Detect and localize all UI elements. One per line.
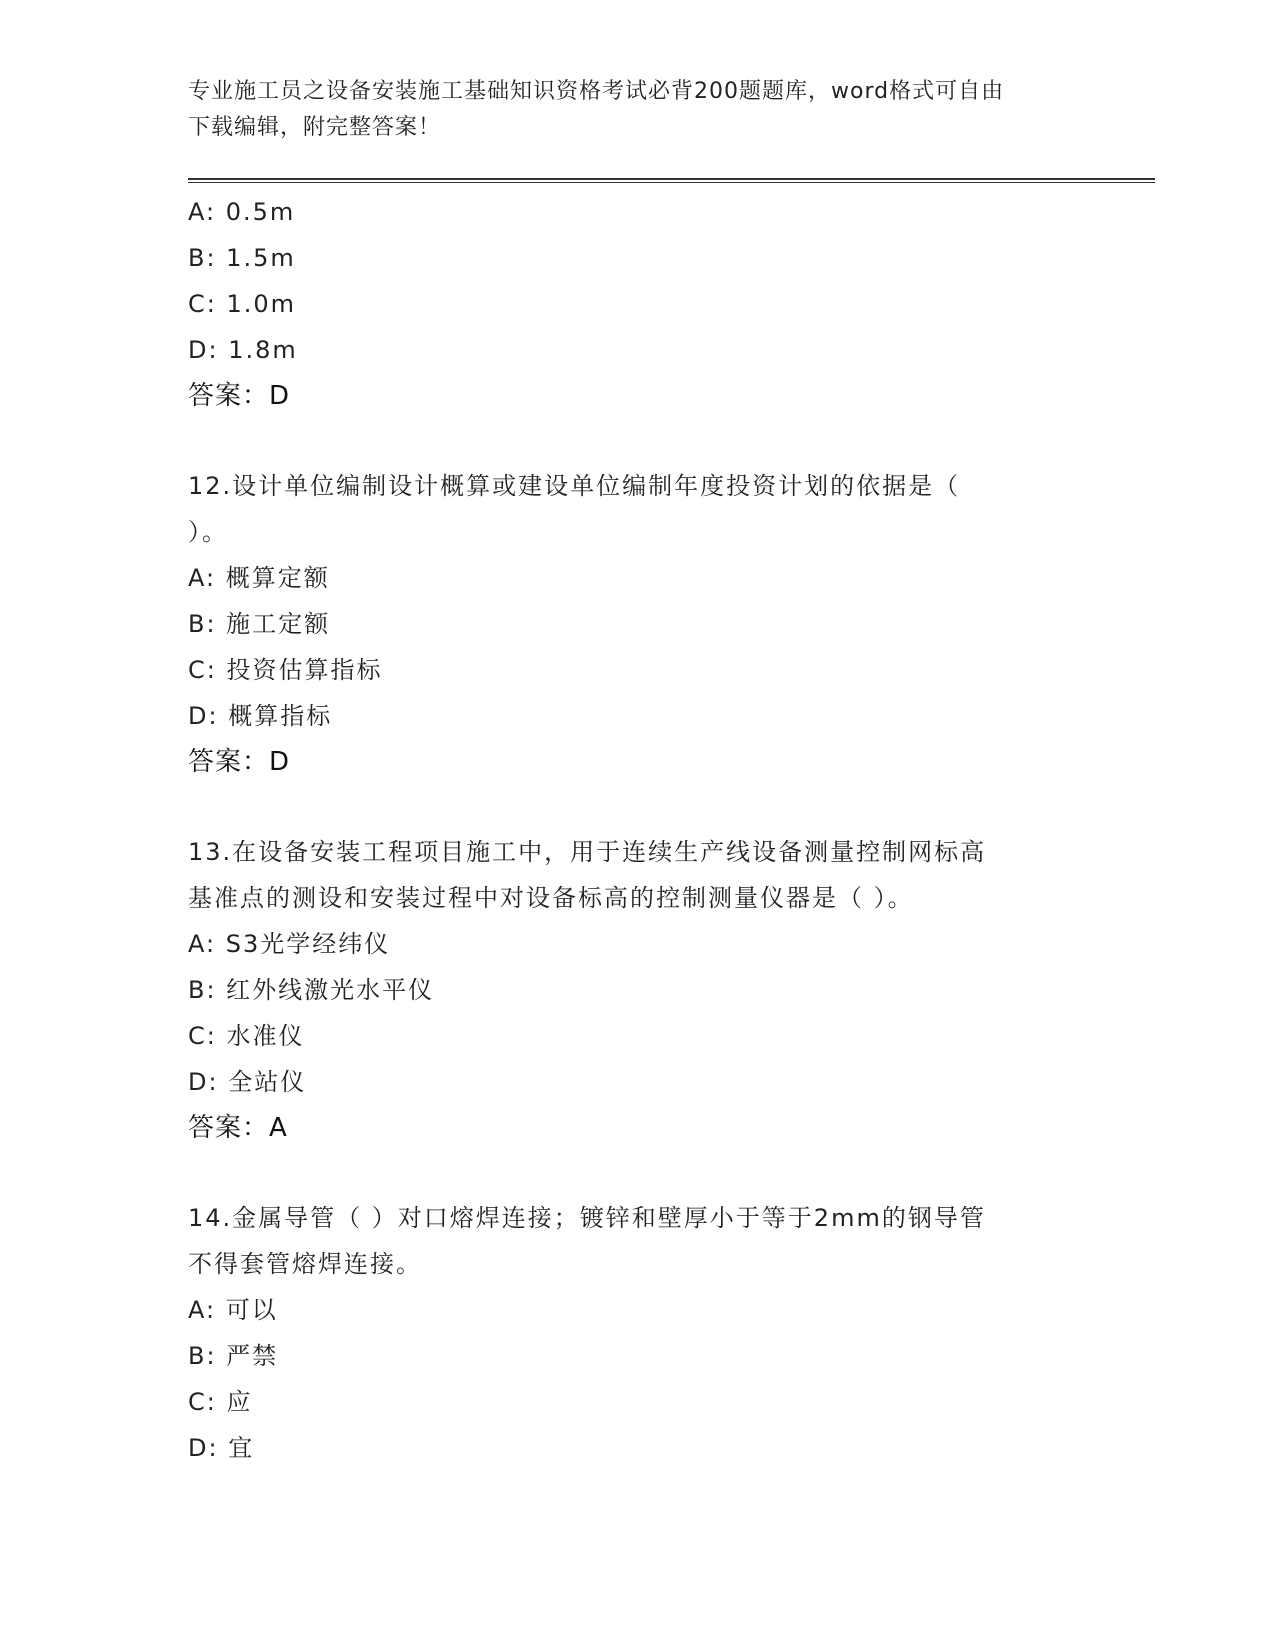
header-line-2: 下载编辑，附完整答案！ xyxy=(188,115,442,140)
question-14-block xyxy=(188,1195,1088,1471)
option-d: D: 全站仪 xyxy=(188,1068,307,1096)
question-13-block xyxy=(188,829,1088,1151)
option-b: B: 1.5m xyxy=(188,244,296,272)
spacer xyxy=(188,419,1088,463)
question-text-line-1: 13.在设备安装工程项目施工中，用于连续生产线设备测量控制网标高 xyxy=(188,838,987,866)
option-a: A: S3光学经纬仪 xyxy=(188,930,391,958)
option-b: B: 红外线激光水平仪 xyxy=(188,976,435,1004)
answer-label: 答案：D xyxy=(188,747,291,777)
question-12-block xyxy=(188,463,1088,785)
option-d: D: 宜 xyxy=(188,1434,255,1462)
question-text-line-2: 不得套管熔焊连接。 xyxy=(188,1250,422,1278)
option-c: C: 1.0m xyxy=(188,290,297,318)
question-text-line-2: 基准点的测设和安装过程中对设备标高的控制测量仪器是（ ）。 xyxy=(188,884,914,912)
header-divider xyxy=(188,178,1155,183)
question-11-block xyxy=(188,189,1088,419)
option-a: A: 0.5m xyxy=(188,198,296,226)
answer-label: 答案：A xyxy=(188,1113,288,1143)
option-d: D: 1.8m xyxy=(188,336,298,364)
option-a: A: 概算定额 xyxy=(188,564,330,592)
option-b: B: 施工定额 xyxy=(188,610,331,638)
option-d: D: 概算指标 xyxy=(188,702,333,730)
question-list xyxy=(188,189,1088,1471)
header-line-1: 专业施工员之设备安装施工基础知识资格考试必背200题题库，word格式可自由 xyxy=(188,79,1005,104)
question-text-line-1: 14.金属导管（ ）对口熔焊连接；镀锌和壁厚小于等于2mm的钢导管 xyxy=(188,1204,986,1232)
document-header xyxy=(188,74,1088,146)
option-c: C: 水准仪 xyxy=(188,1022,305,1050)
option-b: B: 严禁 xyxy=(188,1342,279,1370)
spacer xyxy=(188,785,1088,829)
question-text-line-2: ）。 xyxy=(188,518,228,546)
option-c: C: 投资估算指标 xyxy=(188,656,383,684)
option-c: C: 应 xyxy=(188,1388,253,1416)
answer-label: 答案：D xyxy=(188,381,291,411)
spacer xyxy=(188,1151,1088,1195)
option-a: A: 可以 xyxy=(188,1296,278,1324)
question-text-line-1: 12.设计单位编制设计概算或建设单位编制年度投资计划的依据是（ xyxy=(188,472,961,500)
